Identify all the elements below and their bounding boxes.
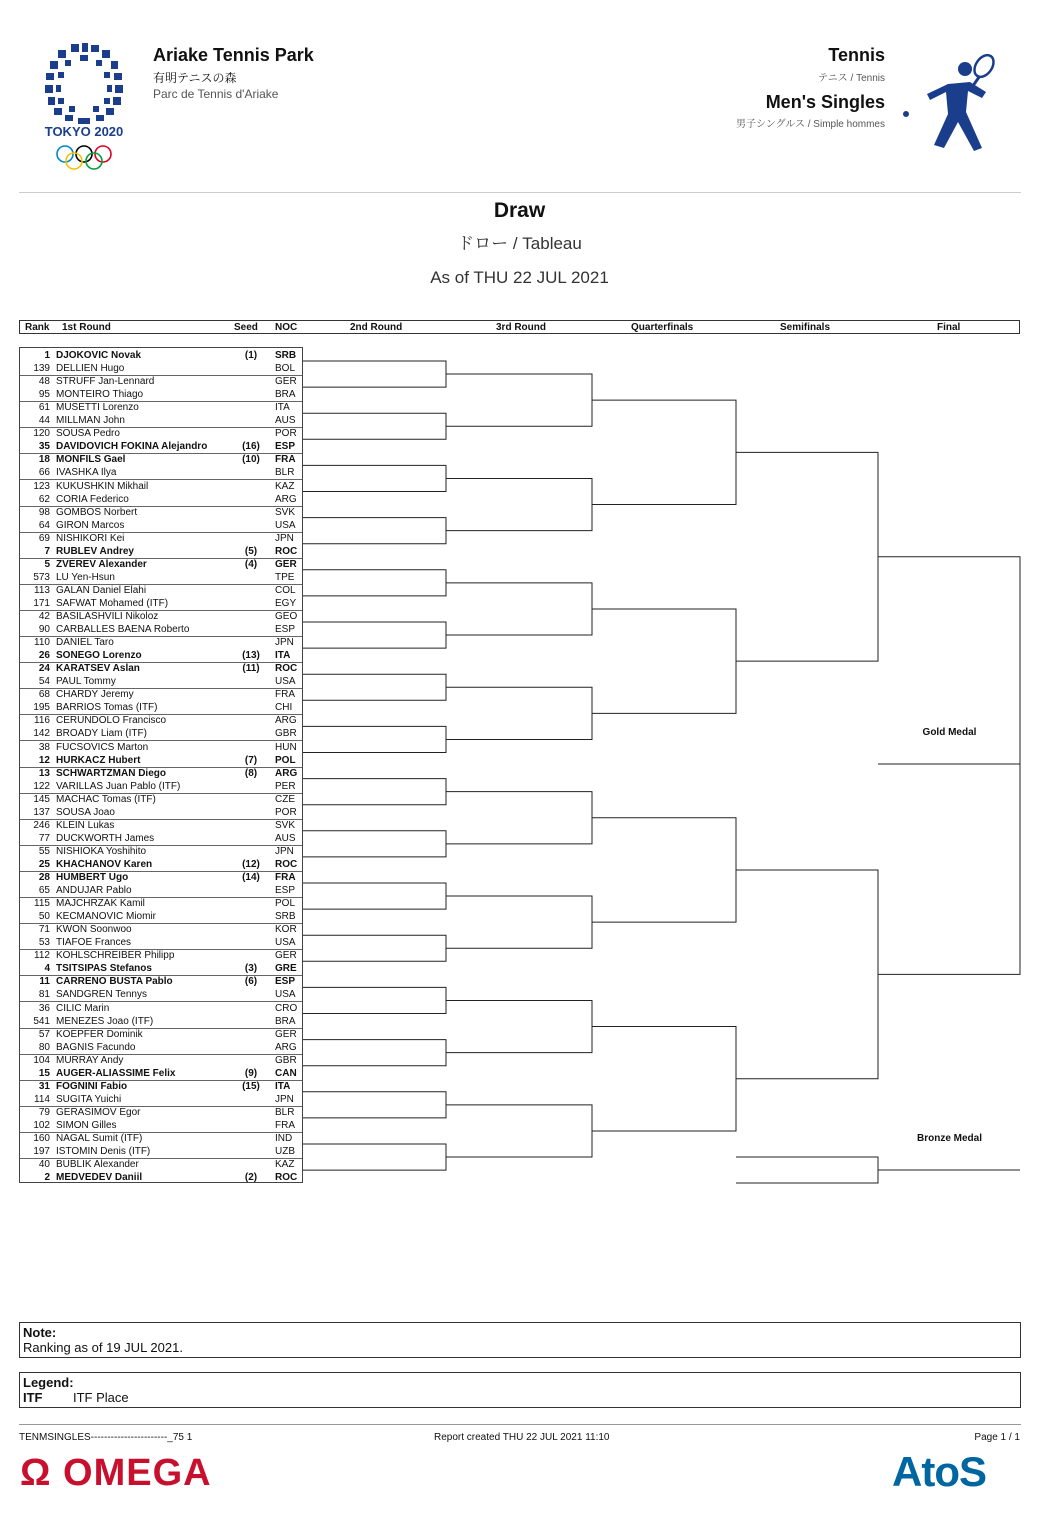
player-name: SONEGO Lorenzo (56, 650, 142, 662)
player-rank: 139 (33, 363, 50, 375)
player-name: BAGNIS Facundo (56, 1041, 136, 1053)
player-noc: BLR (275, 467, 295, 479)
player-noc: ROC (275, 858, 298, 870)
player-rank: 35 (38, 441, 50, 453)
player-rank: 28 (38, 872, 50, 883)
player-rank: 53 (38, 937, 50, 949)
player-noc: ITA (275, 402, 290, 414)
note-box (19, 1322, 1021, 1358)
player-rank: 195 (33, 702, 50, 714)
second-round-slot (303, 831, 446, 857)
player-name: ANDUJAR Pablo (56, 885, 132, 897)
player-name: MAJCHRZAK Kamil (56, 898, 145, 910)
player-noc: COL (275, 584, 296, 596)
player-name: HUMBERT Ugo (56, 872, 129, 883)
second-round-slot (303, 465, 446, 491)
player-name: LU Yen-Hsun (56, 571, 115, 583)
player-noc: ARG (275, 493, 297, 505)
page-number: Page 1 / 1 (974, 1432, 1020, 1443)
player-noc: KAZ (275, 480, 295, 492)
player-seed: (13) (242, 650, 260, 662)
page-title: Draw (493, 199, 546, 222)
third-round-slot (446, 478, 592, 530)
player-seed: (5) (244, 545, 258, 557)
player-rank: 40 (38, 1159, 50, 1171)
player-rank: 145 (33, 793, 50, 805)
player-noc: GER (275, 1028, 297, 1040)
player-name: CARBALLES BAENA Roberto (56, 624, 190, 636)
player-noc: ITA (275, 1080, 291, 1092)
col-first-round: 1st Round (62, 322, 111, 333)
player-rank: 112 (34, 950, 50, 962)
player-noc: BRA (275, 1015, 296, 1027)
player-name: SOUSA Pedro (56, 428, 120, 440)
player-rank: 573 (33, 571, 50, 583)
player-name: KOHLSCHREIBER Philipp (56, 950, 175, 962)
second-round-slot (303, 361, 446, 387)
second-round-slot (303, 413, 446, 439)
player-rank: 44 (38, 415, 50, 427)
player-name: KLEIN Lukas (56, 819, 115, 831)
player-noc: GBR (275, 1054, 297, 1066)
second-round-slot (303, 570, 446, 596)
player-noc: BLR (275, 1106, 295, 1118)
player-name: IVASHKA Ilya (56, 467, 117, 479)
player-noc: ESP (275, 441, 296, 453)
footer-divider (19, 1424, 1021, 1425)
player-rank: 50 (38, 911, 50, 923)
player-seed: (4) (244, 558, 258, 570)
player-rank: 4 (44, 963, 50, 975)
player-noc: JPN (275, 637, 294, 649)
player-name: VARILLAS Juan Pablo (ITF) (56, 780, 181, 792)
player-noc: BRA (275, 389, 296, 401)
player-noc: SRB (275, 911, 296, 923)
player-rank: 24 (38, 663, 50, 675)
player-rank: 65 (38, 885, 50, 897)
quarterfinal-slot (592, 400, 736, 504)
player-name: FUCSOVICS Marton (56, 741, 149, 753)
player-name: SANDGREN Tennys (56, 989, 147, 1001)
player-name: DAVIDOVICH FOKINA Alejandro (56, 441, 208, 453)
col-rank: Rank (25, 322, 50, 333)
player-rank: 98 (38, 506, 50, 518)
player-name: GOMBOS Norbert (56, 506, 138, 518)
player-name: KHACHANOV Karen (56, 858, 153, 870)
player-name: GERASIMOV Egor (56, 1106, 141, 1118)
player-noc: GBR (275, 728, 297, 740)
venue-name: Ariake Tennis Park (153, 45, 314, 65)
third-round-slot (446, 896, 592, 948)
player-noc: ESP (275, 624, 296, 636)
player-name: DELLIEN Hugo (56, 363, 125, 375)
player-name: KWON Soonwoo (56, 924, 132, 936)
player-seed: (12) (242, 858, 260, 870)
player-rank: 66 (38, 467, 50, 479)
player-rank: 18 (38, 454, 50, 466)
venue-name-fr: Parc de Tennis d'Ariake (153, 87, 279, 101)
player-rank: 64 (38, 519, 50, 531)
player-noc: JPN (275, 845, 294, 857)
col-semifinals: Semifinals (780, 322, 831, 333)
omega-logo: Ω OMEGA (20, 1452, 212, 1494)
player-rank: 115 (34, 898, 50, 910)
player-rank: 246 (33, 819, 50, 831)
col-seed: Seed (234, 322, 258, 333)
player-name: NISHIKORI Kei (56, 532, 125, 544)
player-noc: USA (275, 937, 296, 949)
player-noc: KAZ (275, 1159, 295, 1171)
player-rank: 120 (33, 428, 50, 440)
player-name: MENEZES Joao (ITF) (56, 1015, 154, 1027)
player-rank: 68 (38, 689, 50, 701)
player-rank: 38 (38, 741, 50, 753)
player-name: NAGAL Sumit (ITF) (56, 1133, 143, 1144)
player-name: DJOKOVIC Novak (56, 350, 142, 361)
player-rank: 102 (33, 1119, 50, 1131)
player-name: MILLMAN John (56, 415, 125, 427)
player-noc: FRA (275, 872, 296, 883)
player-noc: SRB (275, 350, 297, 361)
player-seed: (16) (242, 441, 260, 453)
player-noc: IND (275, 1133, 293, 1144)
player-noc: BOL (275, 363, 296, 375)
note-label: Note: (23, 1325, 57, 1340)
second-round-slot (303, 726, 446, 752)
quarterfinal-slot (592, 1027, 736, 1131)
col-quarterfinals: Quarterfinals (631, 322, 694, 333)
player-name: SAFWAT Mohamed (ITF) (56, 597, 169, 609)
player-name: RUBLEV Andrey (56, 545, 134, 557)
player-noc: GER (275, 376, 297, 388)
player-rank: 69 (38, 532, 50, 544)
player-name: MEDVEDEV Daniil (56, 1172, 143, 1184)
player-rank: 80 (38, 1041, 50, 1053)
player-noc: CRO (275, 1002, 298, 1014)
player-name: BUBLIK Alexander (56, 1159, 139, 1171)
player-rank: 31 (38, 1080, 50, 1092)
player-rank: 26 (38, 650, 50, 662)
col-third-round: 3rd Round (496, 322, 546, 333)
third-round-slot (446, 1105, 592, 1157)
player-rank: 13 (38, 767, 50, 779)
player-noc: FRA (275, 454, 296, 466)
player-name: BROADY Liam (ITF) (56, 728, 147, 740)
player-seed: (11) (242, 663, 260, 675)
player-noc: PER (275, 780, 296, 792)
player-name: TSITSIPAS Stefanos (56, 963, 152, 975)
player-name: ZVEREV Alexander (56, 558, 147, 570)
note-text: Ranking as of 19 JUL 2021. (23, 1340, 183, 1355)
player-rank: 61 (38, 402, 50, 414)
venue-name-ja: 有明テニスの森 (153, 71, 237, 85)
player-noc: CAN (275, 1067, 297, 1079)
report-created: Report created THU 22 JUL 2021 11:10 (434, 1432, 610, 1443)
player-name: MURRAY Andy (56, 1054, 124, 1066)
player-noc: ARG (275, 767, 298, 779)
second-round-slot (303, 1040, 446, 1066)
player-noc: TPE (275, 571, 295, 583)
player-rank: 7 (44, 545, 50, 557)
player-noc: POL (275, 754, 296, 766)
player-noc: HUN (275, 741, 297, 753)
player-rank: 81 (38, 989, 50, 1001)
player-name: MUSETTI Lorenzo (56, 402, 139, 414)
player-noc: ARG (275, 1041, 297, 1053)
player-name: KECMANOVIC Miomir (56, 911, 157, 923)
player-rank: 11 (39, 976, 50, 988)
second-round-slot (303, 779, 446, 805)
player-name: SCHWARTZMAN Diego (56, 767, 166, 779)
player-name: DANIEL Taro (56, 637, 114, 649)
player-name: CARRENO BUSTA Pablo (56, 976, 173, 988)
player-noc: AUS (275, 832, 296, 844)
third-round-slot (446, 1000, 592, 1052)
player-noc: ESP (275, 976, 296, 988)
player-name: MONTEIRO Thiago (56, 389, 144, 401)
player-rank: 12 (38, 754, 50, 766)
player-name: PAUL Tommy (56, 676, 116, 688)
sport-title: Tennis (828, 45, 885, 65)
player-rank: 104 (33, 1054, 50, 1066)
bronze-medal-label: Bronze Medal (916, 1133, 982, 1144)
page-subtitle: ドロー / Tableau (457, 234, 582, 253)
quarterfinal-slot (592, 609, 736, 713)
second-round-slot (303, 935, 446, 961)
player-name: STRUFF Jan-Lennard (56, 376, 155, 388)
player-rank: 541 (33, 1015, 50, 1027)
final-slot (878, 557, 1020, 975)
player-noc: USA (275, 989, 296, 1001)
player-rank: 71 (38, 924, 50, 936)
player-name: CILIC Marin (56, 1002, 110, 1014)
legend-label: Legend: (23, 1375, 74, 1390)
player-rank: 160 (33, 1133, 50, 1144)
legend-box (19, 1372, 1021, 1408)
player-rank: 25 (38, 858, 50, 870)
player-noc: JPN (275, 532, 294, 544)
third-round-slot (446, 687, 592, 739)
player-name: GIRON Marcos (56, 519, 125, 531)
second-round-slot (303, 622, 446, 648)
second-round-slot (303, 987, 446, 1013)
player-rank: 62 (38, 493, 50, 505)
second-round-slot (303, 674, 446, 700)
player-name: MONFILS Gael (56, 454, 126, 466)
player-noc: POR (275, 428, 297, 440)
gold-medal-label: Gold Medal (922, 727, 977, 738)
player-noc: CZE (275, 793, 295, 805)
player-name: KOEPFER Dominik (56, 1028, 143, 1040)
player-name: KARATSEV Aslan (56, 663, 140, 675)
second-round-slot (303, 1092, 446, 1118)
player-rank: 116 (34, 715, 50, 727)
player-name: FOGNINI Fabio (56, 1080, 128, 1092)
player-rank: 2 (44, 1172, 50, 1184)
player-name: TIAFOE Frances (56, 937, 132, 949)
third-round-slot (446, 792, 592, 844)
player-name: NISHIOKA Yoshihito (56, 845, 147, 857)
player-rank: 197 (33, 1146, 50, 1158)
player-noc: UZB (275, 1146, 295, 1158)
player-rank: 123 (33, 480, 50, 492)
player-rank: 42 (38, 611, 50, 622)
legend-text: ITF Place (73, 1390, 129, 1405)
player-seed: (14) (242, 872, 260, 883)
player-rank: 122 (33, 780, 50, 792)
player-name: AUGER-ALIASSIME Felix (56, 1067, 176, 1079)
second-round-slot (303, 1144, 446, 1170)
player-rank: 110 (34, 637, 50, 649)
quarterfinal-slot (592, 818, 736, 922)
player-noc: USA (275, 676, 296, 688)
player-noc: FRA (275, 689, 295, 701)
player-noc: ITA (275, 650, 291, 662)
player-noc: SVK (275, 506, 296, 518)
player-rank: 57 (38, 1028, 50, 1040)
player-noc: USA (275, 519, 296, 531)
player-seed: (15) (242, 1080, 260, 1092)
player-rank: 77 (38, 832, 50, 844)
player-noc: GER (275, 558, 297, 570)
player-noc: ROC (275, 663, 298, 675)
as-of-date: As of THU 22 JUL 2021 (430, 268, 609, 287)
semifinal-slot (736, 452, 878, 661)
player-rank: 5 (44, 558, 50, 570)
player-seed: (2) (244, 1172, 258, 1184)
player-name: BARRIOS Tomas (ITF) (56, 702, 158, 714)
player-rank: 55 (38, 845, 50, 857)
player-seed: (6) (244, 976, 258, 988)
player-rank: 54 (38, 676, 50, 688)
player-name: CERUNDOLO Francisco (56, 715, 167, 727)
player-name: SIMON Gilles (56, 1119, 117, 1131)
player-seed: (10) (242, 454, 260, 466)
player-seed: (9) (244, 1067, 258, 1079)
player-noc: ESP (275, 885, 296, 897)
player-seed: (8) (244, 767, 258, 779)
player-name: SUGITA Yuichi (56, 1093, 122, 1105)
player-name: BASILASHVILI Nikoloz (56, 611, 159, 622)
third-round-slot (446, 583, 592, 635)
player-name: HURKACZ Hubert (56, 754, 141, 766)
player-noc: SVK (275, 819, 296, 831)
player-rank: 114 (34, 1093, 50, 1105)
second-round-slot (303, 518, 446, 544)
second-round-slot (303, 883, 446, 909)
player-noc: FRA (275, 1119, 295, 1131)
player-noc: EGY (275, 597, 297, 609)
semifinal-slot (736, 870, 878, 1079)
player-rank: 171 (33, 597, 50, 609)
player-name: DUCKWORTH James (56, 832, 155, 844)
player-noc: POR (275, 806, 297, 818)
col-second-round: 2nd Round (350, 322, 403, 333)
player-rank: 95 (38, 389, 50, 401)
player-name: MACHAC Tomas (ITF) (56, 793, 156, 805)
player-rank: 36 (38, 1002, 50, 1014)
player-rank: 137 (33, 806, 50, 818)
player-rank: 1 (44, 350, 50, 361)
player-noc: ROC (275, 545, 298, 557)
player-name: CORIA Federico (56, 493, 129, 505)
third-round-slot (446, 374, 592, 426)
player-name: GALAN Daniel Elahi (56, 584, 147, 596)
col-final: Final (937, 322, 961, 333)
col-noc: NOC (275, 322, 298, 333)
legend-code: ITF (23, 1390, 43, 1405)
svg-text:TOKYO 2020: TOKYO 2020 (44, 124, 124, 139)
player-rank: 90 (38, 624, 50, 636)
player-noc: GRE (275, 963, 297, 975)
player-rank: 142 (33, 728, 50, 740)
player-noc: JPN (275, 1093, 294, 1105)
player-noc: CHI (275, 702, 293, 714)
player-noc: POL (275, 898, 296, 910)
player-rank: 48 (38, 376, 50, 388)
sport-subtitle: テニス / Tennis (818, 73, 885, 84)
player-noc: KOR (275, 924, 297, 936)
player-noc: GEO (275, 611, 298, 622)
player-noc: GER (275, 950, 297, 962)
player-noc: ROC (275, 1172, 298, 1184)
player-seed: (7) (244, 754, 258, 766)
player-noc: ARG (275, 715, 297, 727)
player-noc: AUS (275, 415, 296, 427)
report-code: TENMSINGLES-----------------------_75 1 (19, 1432, 193, 1443)
bronze-match-bracket (736, 1157, 878, 1183)
player-name: KUKUSHKIN Mikhail (56, 480, 149, 492)
player-name: CHARDY Jeremy (56, 689, 134, 701)
event-subtitle: 男子シングルス / Simple hommes (736, 119, 885, 130)
event-title: Men's Singles (765, 92, 885, 112)
player-name: SOUSA Joao (56, 806, 115, 818)
player-rank: 113 (34, 584, 50, 596)
player-seed: (3) (244, 963, 258, 975)
player-rank: 15 (38, 1067, 50, 1079)
player-rank: 79 (38, 1106, 50, 1118)
player-name: ISTOMIN Denis (ITF) (56, 1146, 151, 1158)
player-seed: (1) (244, 350, 258, 361)
atos-logo: AtoS (892, 1448, 986, 1495)
